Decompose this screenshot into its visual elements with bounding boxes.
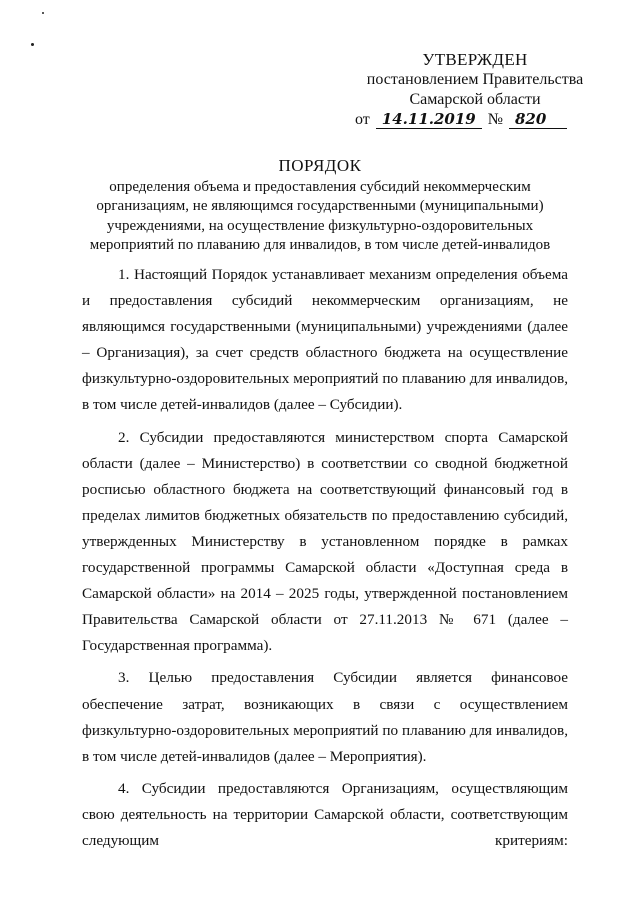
- handwritten-date: 14.11.2019: [376, 110, 482, 129]
- paragraph-2: 2. Субсидии предоставляются министерством спорта Самарской области (далее – Министерство) в соответствии со сводной бюджетной росписью областного бюджета на соответствующий финансовый год в пределах лимитов бюджетных обязательств по предоставлению субсидий, утвержденных Министерству в установленном порядке в рамках государственной программы Самарской области «Доступная среда в Самарской области» на 2014 – 2025 годы, утвержденной постановлением Правительства Самарской области от 27.11.2013 № 671 (далее – Государственная программа).: [82, 428, 568, 655]
- approval-date-line: [355, 110, 595, 130]
- document-body: [82, 262, 568, 860]
- approval-line-2: Самарской области: [409, 91, 541, 108]
- paragraph-1: 1. Настоящий Порядок устанавливает механизм определения объема и предоставления субсидий некоммерческим организациям, не являющимся государственными (муниципальными) учреждениями (далее – Организация), за счет средств областного бюджета на осуществление физкультурно-оздоровительных мероприятий по плаванию для инвалидов, в том числе детей-инвалидов (далее – Субсидии).: [82, 266, 568, 414]
- approval-line-1: постановлением Правительства: [366, 71, 584, 88]
- paragraph-4: 4. Субсидии предоставляются Организациям, осуществляющим свою деятельность на территории Самарской области, соответствующим следующим критериям:: [82, 779, 568, 849]
- approval-heading: УТВЕРЖДЕН: [422, 50, 528, 69]
- approval-stamp: [355, 50, 595, 130]
- number-prefix: №: [487, 111, 503, 128]
- scan-speck: [31, 43, 34, 46]
- document-title: [70, 155, 570, 255]
- handwritten-number: 820: [509, 110, 567, 129]
- paragraph-3: 3. Целью предоставления Субсидии является финансовое обеспечение затрат, возникающих в связи с осуществлением физкультурно-оздоровительных мероприятий по плаванию для инвалидов, в том числе детей-инвалидов (далее – Мероприятия).: [82, 669, 568, 765]
- scan-speck: [42, 12, 44, 14]
- title-subtitle: определения объема и предоставления субсидий некоммерческим организациям, не являющимся государственными (муниципальными) учреждениями, на осуществление физкультурно-оздоровительных мероприятий по плаванию для инвалидов, в том числе детей-инвалидов: [89, 179, 551, 253]
- date-prefix: от: [355, 111, 370, 128]
- title-heading: ПОРЯДОК: [278, 156, 362, 175]
